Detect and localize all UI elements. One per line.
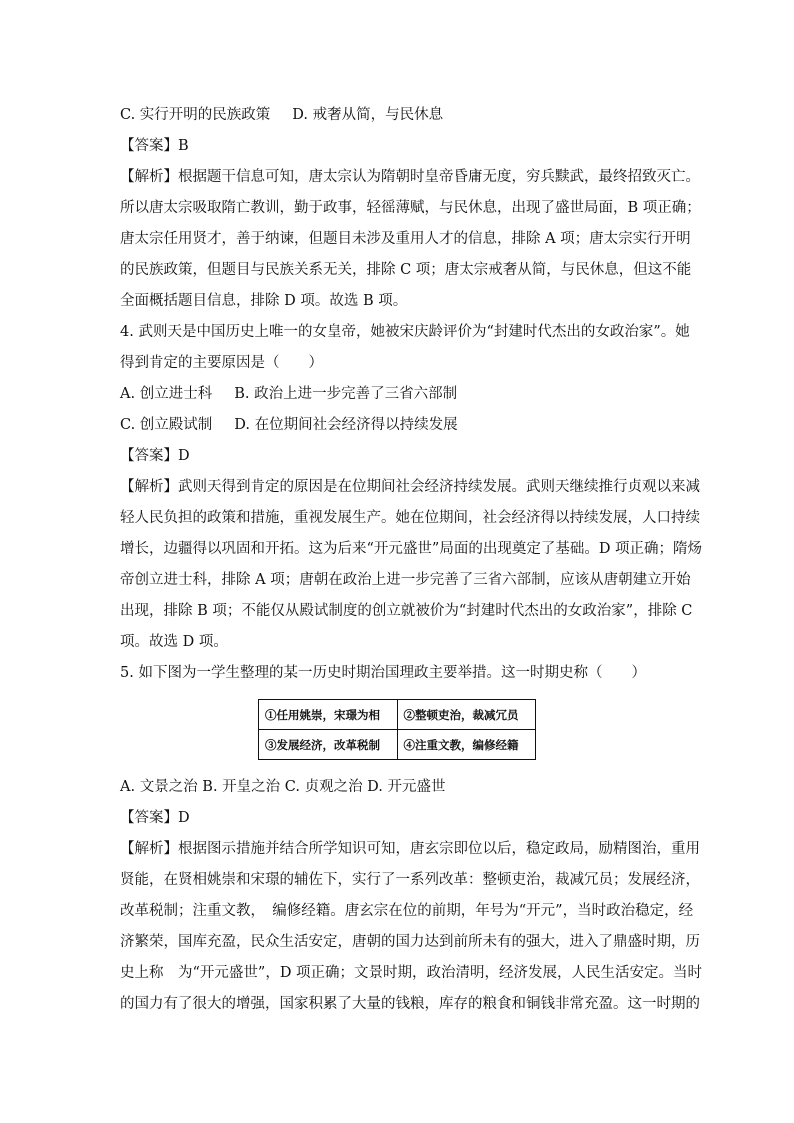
q3-analysis-line: 唐太宗任用贤才，善于纳谏，但题目未涉及重用人才的信息，排除 A 项；唐太宗实行开明 [120, 231, 691, 247]
table-cell: ④注重文教，编修经籍 [397, 730, 536, 760]
q4-options-cd [120, 410, 680, 441]
table-cell: ①任用姚崇，宋璟为相 [259, 700, 398, 730]
q4-analysis-line: 项。故选 D 项。 [120, 634, 228, 650]
table-cell: ③发展经济，改革税制 [259, 730, 398, 760]
q4-analysis-line: 帝创立进士科，排除 A 项；唐朝在政治上进一步完善了三省六部制，应该从唐朝建立开始 [120, 572, 691, 588]
q5-measures-table [258, 699, 536, 760]
q4-stem-line: 4. 武则天是中国历史上唯一的女皇帝，她被宋庆龄评价为“封建时代杰出的女政治家”。她 [120, 324, 690, 340]
q4-option-c: C. 创立殿试制 [120, 417, 213, 433]
q4-stem-line: 得到肯定的主要原因是（ ） [120, 355, 323, 371]
q3-analysis [120, 162, 701, 317]
q3-answer: 【答案】B [120, 138, 189, 154]
q3-option-d: D. 戒奢从简，与民休息 [292, 107, 444, 123]
q3-analysis-line: 【解析】根据题干信息可知，唐太宗认为隋朝时皇帝昏庸无度，穷兵黩武，最终招致灭亡。 [120, 169, 700, 185]
q4-option-a: A. 创立进士科 [120, 386, 213, 402]
q5-analysis-line: 【解析】根据图示措施并结合所学知识可知，唐玄宗即位以后，稳定政局，励精图治，重用 [120, 841, 700, 857]
q4-stem [120, 317, 690, 379]
q5-analysis-line: 贤能，在贤相姚崇和宋璟的辅佐下，实行了一系列改革：整顿吏治，裁减冗员；发展经济， [120, 872, 700, 888]
q3-options-cd [120, 100, 680, 131]
q5-analysis-line: 改革税制；注重文教， 编修经籍。唐玄宗在位的前期，年号为“开元”，当时政治稳定，经 [120, 903, 694, 919]
q5-measures-figure [258, 699, 536, 760]
q5-options: A. 文景之治 B. 开皇之治 C. 贞观之治 D. 开元盛世 [120, 779, 446, 795]
q5-analysis-line: 的国力有了很大的增强，国家积累了大量的钱粮，库存的粮食和铜钱非常充盈。这一时期的 [120, 996, 700, 1012]
q5-analysis-line: 史上称 为“开元盛世”，D 项正确；文景时期，政治清明，经济发展，人民生活安定。当时 [120, 965, 703, 981]
q4-option-b: B. 政治上进一步完善了三省六部制 [234, 386, 458, 402]
q5-analysis [120, 834, 703, 1020]
q3-option-c: C. 实行开明的民族政策 [120, 107, 271, 123]
q4-options-ab [120, 379, 680, 410]
table-cell: ②整顿吏治，裁减冗员 [397, 700, 536, 730]
q4-option-d: D. 在位期间社会经济得以持续发展 [234, 417, 458, 433]
q4-analysis [120, 472, 703, 658]
table-row [259, 730, 536, 760]
q3-analysis-line: 全面概括题目信息，排除 D 项。故选 B 项。 [120, 293, 408, 309]
q5-answer: 【答案】D [120, 810, 190, 826]
q4-analysis-line: 轻人民负担的政策和措施，重视发展生产。她在位期间，社会经济得以持续发展，人口持续 [120, 510, 700, 526]
q4-analysis-line: 【解析】武则天得到肯定的原因是在位期间社会经济持续发展。武则天继续推行贞观以来减 [120, 479, 700, 495]
q5-stem: 5. 如下图为一学生整理的某一历史时期治国理政主要举措。这一时期史称（ ） [120, 665, 646, 681]
q3-analysis-line: 的民族政策，但题目与民族关系无关，排除 C 项；唐太宗戒奢从简，与民休息，但这不能 [120, 262, 692, 278]
table-row [259, 700, 536, 730]
q3-analysis-line: 所以唐太宗吸取隋亡教训，勤于政事，轻徭薄赋，与民休息，出现了盛世局面，B 项正确； [120, 200, 701, 216]
q4-analysis-line: 出现，排除 B 项；不能仅从殿试制度的创立就被价为“封建时代杰出的女政治家”，排除 C [120, 603, 693, 619]
q5-analysis-line: 济繁荣，国库充盈，民众生活安定，唐朝的国力达到前所未有的强大，进入了鼎盛时期，历 [120, 934, 700, 950]
document-content [120, 100, 703, 1020]
q4-answer: 【答案】D [120, 448, 190, 464]
q4-analysis-line: 增长，边疆得以巩固和开拓。这为后来“开元盛世”局面的出现奠定了基础。D 项正确；隋炀 [120, 541, 703, 557]
